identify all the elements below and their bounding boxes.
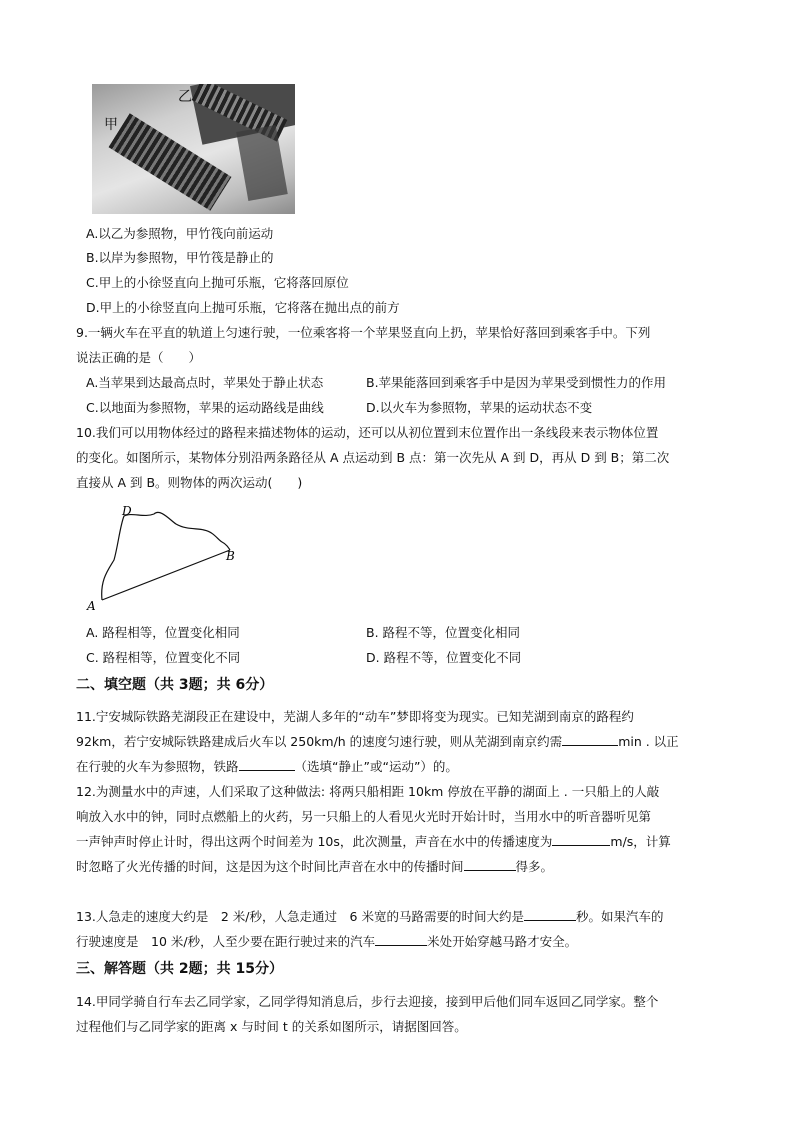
q11-line1: 11.宁安城际铁路芜湖段正在建设中，芜湖人多年的“动车”梦即将变为现实。已知芜湖到南京的路程约 xyxy=(76,709,634,724)
q14-line1: 14.甲同学骑自行车去乙同学家，乙同学得知消息后，步行去迎接，接到甲后他们同车返回乙同学家。整个 xyxy=(76,994,659,1009)
q12-line4 xyxy=(76,858,553,876)
q10-option-a: A. 路程相等，位置变化相同 xyxy=(86,625,240,640)
q11-answer-blank-2[interactable] xyxy=(239,758,295,771)
q11-line2-text: 92km，若宁安城际铁路建成后火车以 250km/h 的速度匀速行驶，则从芜湖到南京约需 xyxy=(76,734,563,749)
q11-line2-tail: min . 以正 xyxy=(618,734,679,749)
q9-stem-line2: 说法正确的是（ ） xyxy=(76,350,202,365)
q9-option-a: A.当苹果到达最高点时，苹果处于静止状态 xyxy=(86,375,324,390)
label-jia: 甲 xyxy=(104,117,118,133)
q12-line4-text: 时忽略了火光传播的时间，这是因为这个时间比声音在水中的传播时间 xyxy=(76,859,464,874)
q10-option-b: B. 路程不等，位置变化相同 xyxy=(366,625,521,640)
q9-option-d: D.以火车为参照物，苹果的运动状态不变 xyxy=(366,400,593,415)
q12-line1: 12.为测量水中的声速，人们采取了这种做法: 将两只船相距 10km 停放在平静的湖面上 . 一只船上的人敲 xyxy=(76,784,660,799)
q12-line4-tail: 得多。 xyxy=(515,859,554,874)
q13-line2-tail: 米处开始穿越马路才安全。 xyxy=(427,934,578,949)
q12-answer-blank-1[interactable] xyxy=(552,833,610,846)
point-d-label: D xyxy=(122,504,132,518)
raft-photo xyxy=(92,84,295,214)
q8-option-c: C.甲上的小徐竖直向上抛可乐瓶，它将落回原位 xyxy=(86,275,349,290)
q11-line3 xyxy=(76,758,458,776)
q13-line1 xyxy=(76,908,663,926)
q10-stem-line1: 10.我们可以用物体经过的路程来描述物体的运动，还可以从初位置到末位置作出一条线段来表示物体位置 xyxy=(76,425,659,440)
label-yi: 乙 xyxy=(178,89,192,105)
q11-line2 xyxy=(76,733,679,751)
q8-option-d: D.甲上的小徐竖直向上抛可乐瓶，它将落在抛出点的前方 xyxy=(86,300,400,315)
q9-option-b: B.苹果能落回到乘客手中是因为苹果受到惯性力的作用 xyxy=(366,375,667,390)
q12-answer-blank-2[interactable] xyxy=(464,858,516,871)
point-a-label: A xyxy=(87,599,96,613)
q13-answer-blank-2[interactable] xyxy=(375,933,427,946)
q9-stem-line1: 9.一辆火车在平直的轨道上匀速行驶，一位乘客将一个苹果竖直向上扔，苹果恰好落回到乘客手中。下列 xyxy=(76,325,651,340)
q13-answer-blank-1[interactable] xyxy=(524,908,576,921)
reflection-shape xyxy=(236,125,288,201)
section-solution-title: 三、解答题（共 2题；共 15分） xyxy=(76,961,283,977)
q14-line2: 过程他们与乙同学家的距离 x 与时间 t 的关系如图所示，请据图回答。 xyxy=(76,1019,467,1034)
q13-line1-text: 13.人急走的速度大约是 2 米/秒，人急走通过 6 米宽的马路需要的时间大约是 xyxy=(76,909,524,924)
q10-option-c: C. 路程相等，位置变化不同 xyxy=(86,650,241,665)
q13-line2 xyxy=(76,933,577,951)
q9-option-c: C.以地面为参照物，苹果的运动路线是曲线 xyxy=(86,400,324,415)
q10-option-d: D. 路程不等，位置变化不同 xyxy=(366,650,522,665)
q12-line2: 响放入水中的钟，同时点燃船上的火药，另一只船上的人看见火光时开始计时，当用水中的听音器听见第 xyxy=(76,809,652,824)
q11-line3-text: 在行驶的火车为参照物，铁路 xyxy=(76,759,239,774)
q12-line3 xyxy=(76,833,671,851)
point-b-label: B xyxy=(226,549,235,563)
q10-stem-line2: 的变化。如图所示，某物体分别沿两条路径从 A 点运动到 B 点：第一次先从 A 到 D，再从 D 到 B；第二次 xyxy=(76,450,670,465)
q11-answer-blank-1[interactable] xyxy=(562,733,618,746)
q8-option-a: A.以乙为参照物，甲竹筏向前运动 xyxy=(86,226,274,241)
q12-line3-tail: m/s，计算 xyxy=(610,834,671,849)
path-diagram xyxy=(86,500,256,615)
q10-stem-line3: 直接从 A 到 B。则物体的两次运动( ) xyxy=(76,475,303,490)
q8-option-b: B.以岸为参照物，甲竹筏是静止的 xyxy=(86,250,274,265)
q11-line3-tail: （选填“静止”或“运动”）的。 xyxy=(294,759,458,774)
q13-line1-tail: 秒。如果汽车的 xyxy=(575,909,664,924)
curved-path-adb xyxy=(102,512,230,600)
q13-line2-text: 行驶速度是 10 米/秒，人至少要在距行驶过来的汽车 xyxy=(76,934,376,949)
straight-path-ab xyxy=(102,550,230,600)
q12-line3-text: 一声钟声时停止计时，得出这两个时间差为 10s，此次测量，声音在水中的传播速度为 xyxy=(76,834,553,849)
section-fill-in-title: 二、填空题（共 3题；共 6分） xyxy=(76,677,274,693)
